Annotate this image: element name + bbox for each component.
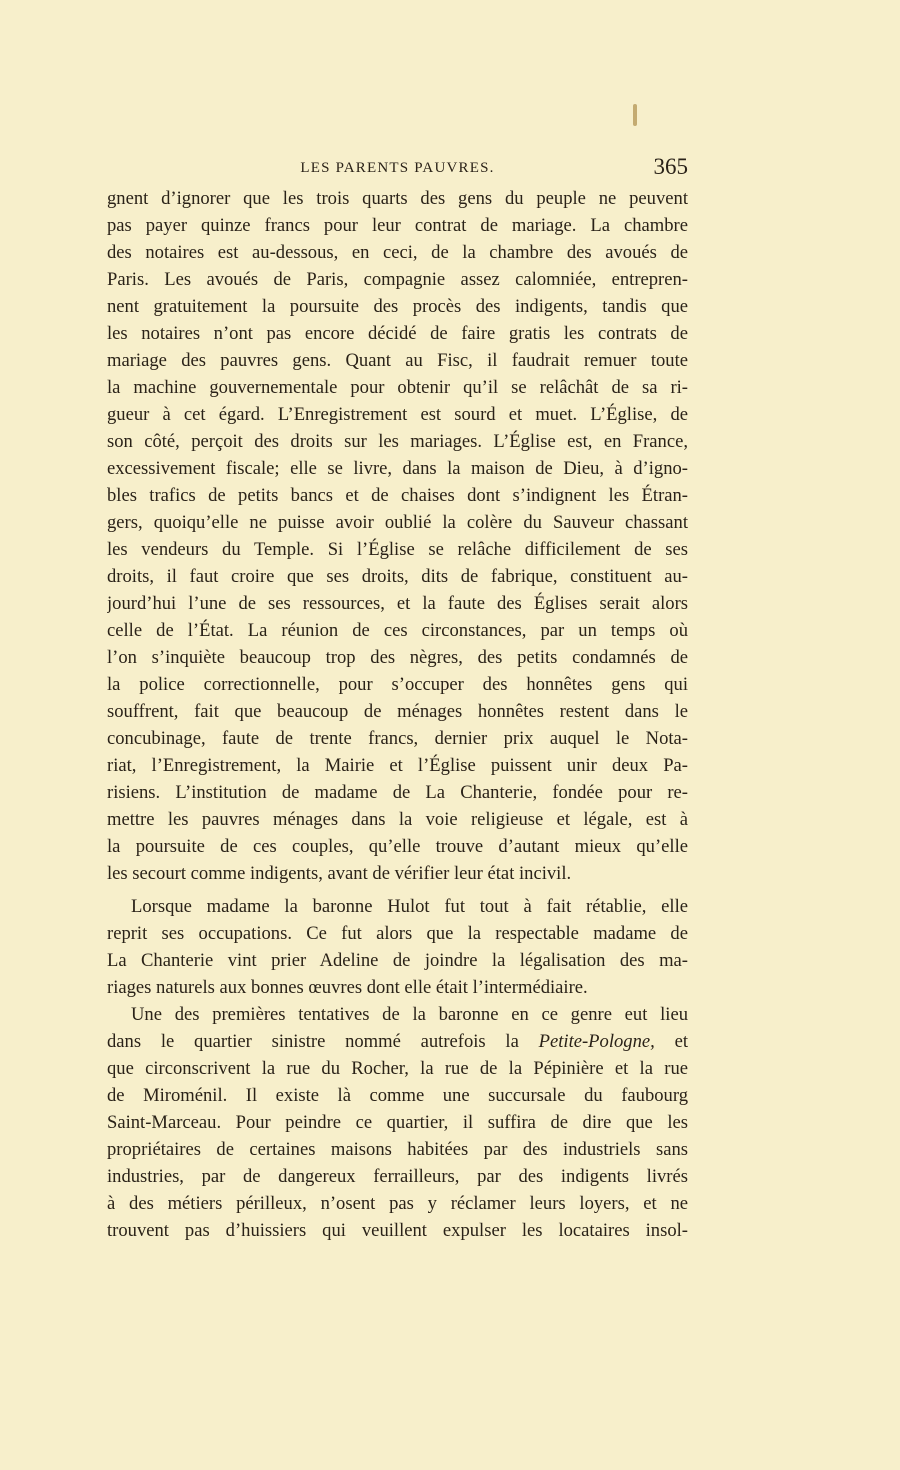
text-line: jourd’hui l’une de ses ressources, et la faute des Églises serait alors	[107, 593, 688, 614]
text-line: Une des premières tentatives de la baronne en ce genre eut lieu	[131, 1004, 688, 1025]
page-header	[107, 154, 688, 182]
text-line: excessivement fiscale; elle se livre, dans la maison de Dieu, à d’igno-	[107, 458, 688, 479]
text-line: Saint-Marceau. Pour peindre ce quartier, il suffira de dire que les	[107, 1112, 688, 1133]
text-span: dans le quartier sinistre nommé autrefois la	[107, 1031, 519, 1052]
text-line: pas payer quinze francs pour leur contrat de mariage. La chambre	[107, 215, 688, 236]
text-line: trouvent pas d’huissiers qui veuillent expulser les locataires insol-	[107, 1220, 688, 1241]
page-number: 365	[653, 154, 688, 179]
running-title: LES PARENTS PAUVRES.	[300, 160, 495, 176]
text-line: La Chanterie vint prier Adeline de joindre la légalisation des ma-	[107, 950, 688, 971]
text-line: les notaires n’ont pas encore décidé de faire gratis les contrats de	[107, 323, 688, 344]
text-line	[107, 1028, 688, 1055]
text-line: gers, quoiqu’elle ne puisse avoir oublié la colère du Sauveur chassant	[107, 512, 688, 533]
ink-mark	[633, 104, 637, 126]
text-line: mariage des pauvres gens. Quant au Fisc, il faudrait remuer toute	[107, 350, 688, 371]
text-line: la machine gouvernementale pour obtenir qu’il se relâchât de sa ri-	[107, 377, 688, 398]
text-line: Lorsque madame la baronne Hulot fut tout à fait rétablie, elle	[131, 896, 688, 917]
text-line: reprit ses occupations. Ce fut alors que la respectable madame de	[107, 923, 688, 944]
text-line: la poursuite de ces couples, qu’elle trouve d’autant mieux qu’elle	[107, 836, 688, 857]
text-line: nent gratuitement la poursuite des procès des indigents, tandis que	[107, 296, 688, 317]
page-body	[107, 185, 688, 1244]
text-line: les vendeurs du Temple. Si l’Église se relâche difficilement de ses	[107, 539, 688, 560]
text-line: celle de l’État. La réunion de ces circonstances, par un temps où	[107, 620, 688, 641]
text-line: la police correctionnelle, pour s’occuper des honnêtes gens qui	[107, 674, 688, 695]
text-line: bles trafics de petits bancs et de chaises dont s’indignent les Étran-	[107, 485, 688, 506]
text-span: et	[674, 1031, 688, 1052]
text-line: riages naturels aux bonnes œuvres dont elle était l’intermédiaire.	[107, 977, 588, 998]
text-line: les secourt comme indigents, avant de vérifier leur état incivil.	[107, 863, 572, 884]
text-line: gueur à cet égard. L’Enregistrement est sourd et muet. L’Église, de	[107, 404, 688, 425]
text-line: gnent d’ignorer que les trois quarts des gens du peuple ne peuvent	[107, 188, 688, 209]
text-line: que circonscrivent la rue du Rocher, la rue de la Pépinière et la rue	[107, 1058, 688, 1079]
text-line: propriétaires de certaines maisons habitées par des industriels sans	[107, 1139, 688, 1160]
text-line: son côté, perçoit des droits sur les mariages. L’Église est, en France,	[107, 431, 688, 452]
text-line: concubinage, faute de trente francs, dernier prix auquel le Nota-	[107, 728, 688, 749]
text-line: Paris. Les avoués de Paris, compagnie assez calomniée, entrepren-	[107, 269, 688, 290]
text-line: industries, par de dangereux ferrailleurs, par des indigents livrés	[107, 1166, 688, 1187]
text-line: mettre les pauvres ménages dans la voie religieuse et légale, est à	[107, 809, 688, 830]
text-line: de Miroménil. Il existe là comme une succursale du faubourg	[107, 1085, 688, 1106]
text-line: à des métiers périlleux, n’osent pas y réclamer leurs loyers, et ne	[107, 1193, 688, 1214]
text-line: riat, l’Enregistrement, la Mairie et l’Église puissent unir deux Pa-	[107, 755, 688, 776]
text-line: l’on s’inquiète beaucoup trop des nègres, des petits condamnés de	[107, 647, 688, 668]
text-line: risiens. L’institution de madame de La Chanterie, fondée pour re-	[107, 782, 688, 803]
italic-place-name: Petite-Pologne,	[538, 1031, 655, 1052]
text-line: des notaires est au-dessous, en ceci, de la chambre des avoués de	[107, 242, 688, 263]
text-line: souffrent, fait que beaucoup de ménages honnêtes restent dans le	[107, 701, 688, 722]
text-line: droits, il faut croire que ses droits, dits de fabrique, constituent au-	[107, 566, 688, 587]
